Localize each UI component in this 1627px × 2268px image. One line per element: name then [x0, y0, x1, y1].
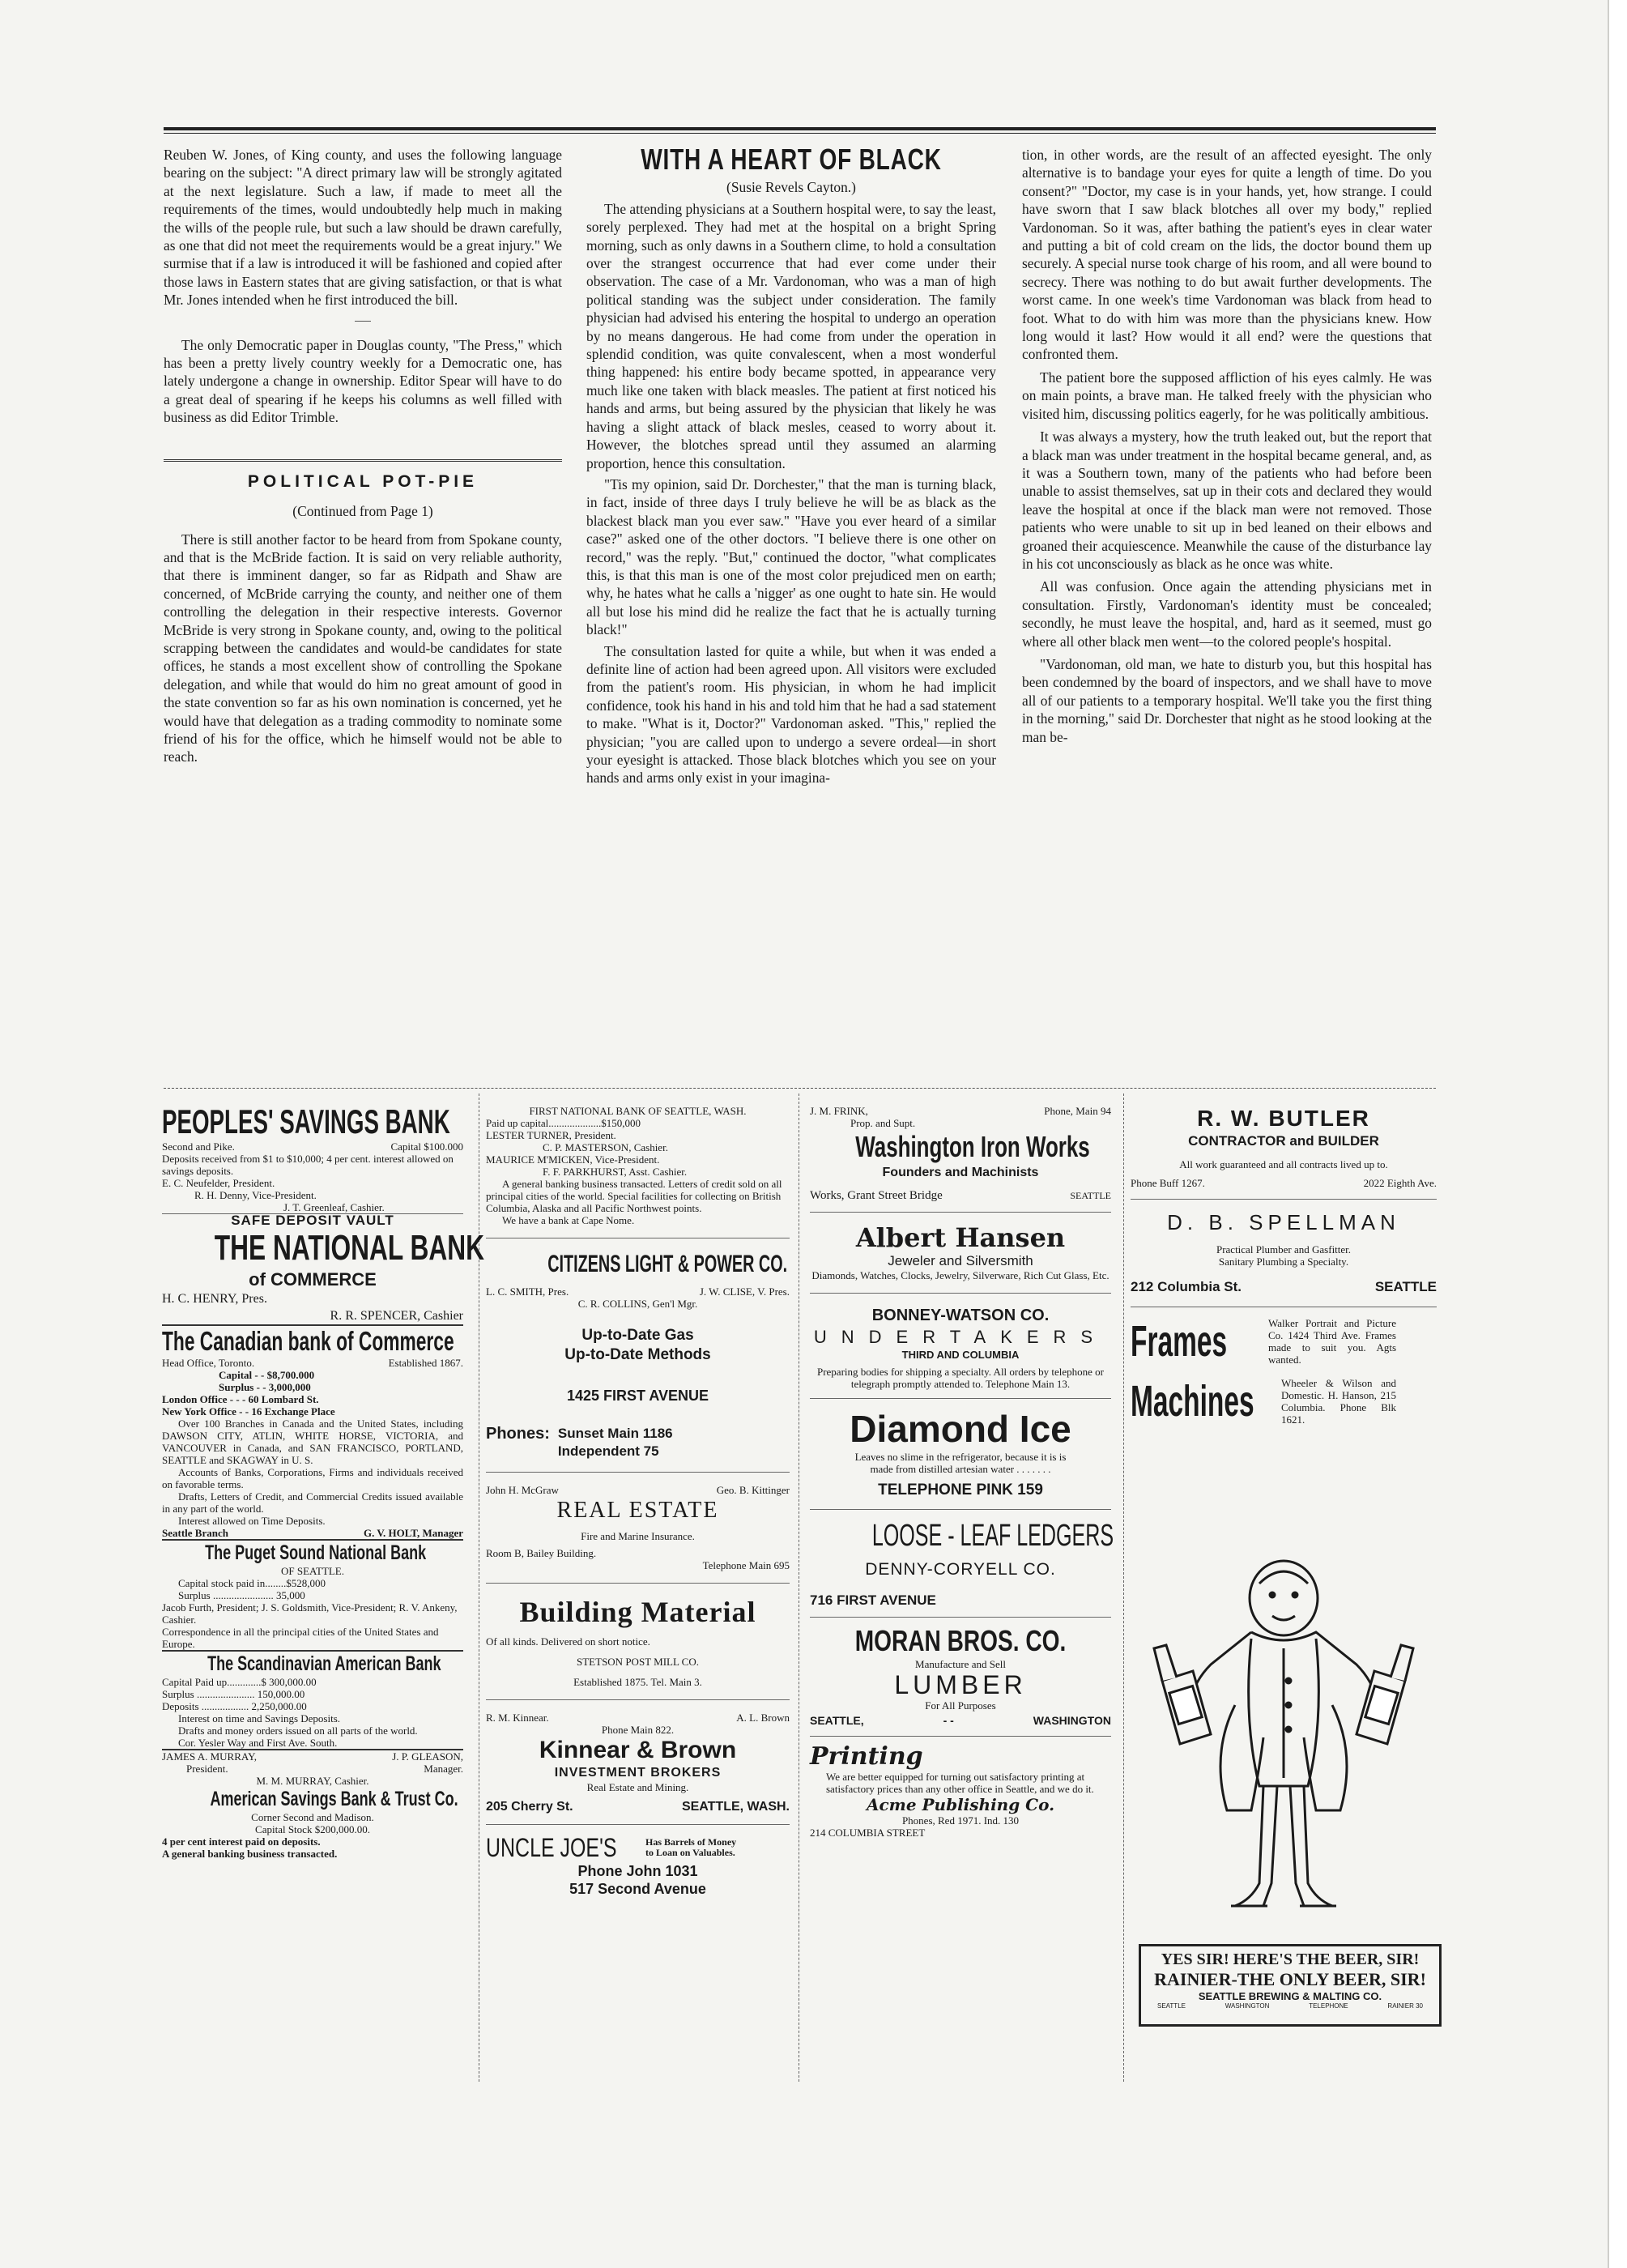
rainier-state: WASHINGTON: [1225, 2002, 1270, 2010]
first-national-body: A general banking business transacted. Letters of credit sold on all principal cities of the world. Special facilities for collecting on British Columbia, Alaska and all Pacific Northwest points.: [486, 1178, 782, 1214]
ad-column-2: [486, 1105, 790, 1898]
scandinavian-drafts: Drafts and money orders issued on all parts of the world.: [178, 1724, 418, 1737]
first-national-vp: MAURICE M'MICKEN, Vice-President.: [486, 1153, 660, 1166]
canadian-manager: G. V. HOLT, Manager: [363, 1527, 463, 1539]
canadian-drafts: Drafts, Letters of Credit, and Commercial Credits issued available in any part of the world.: [162, 1490, 463, 1515]
denny-coryell: DENNY-CORYELL CO.: [865, 1560, 1056, 1579]
first-national-nome: We have a bank at Cape Nome.: [502, 1214, 635, 1226]
jeweler-silversmith: Jeweler and Silversmith: [888, 1253, 1033, 1268]
story-headline: WITH A HEART OF BLACK: [641, 143, 942, 176]
machines-ad: [1131, 1377, 1437, 1426]
uncle-joes-tagline: Has Barrels of Money to Loan on Valuables.: [645, 1836, 737, 1858]
uncle-joes-name: UNCLE JOE'S: [486, 1833, 617, 1862]
frink-phone: Phone, Main 94: [1044, 1105, 1111, 1117]
canadian-surplus: Surplus - - 3,000,000: [219, 1381, 311, 1393]
washington-iron-works-ad: [810, 1105, 1111, 1202]
canadian-bank-ad: [162, 1326, 463, 1539]
stetson-post-mill: STETSON POST MILL CO.: [577, 1656, 699, 1668]
citizens-phone-sunset: Sunset Main 1186: [557, 1426, 673, 1441]
bonney-watson-title: BONNEY-WATSON CO.: [871, 1307, 1050, 1324]
top-rule-thin: [164, 133, 1436, 134]
mcgraw-name: John H. McGraw: [486, 1484, 559, 1496]
puget-sound-capital: Capital stock paid in........$528,000: [178, 1577, 326, 1589]
scandinavian-surplus: Surplus ...................... 150,000.00: [162, 1688, 305, 1700]
separator-dash: [355, 321, 371, 322]
continued-note: (Continued from Page 1): [292, 503, 433, 520]
ledgers-address: 716 FIRST AVENUE: [810, 1592, 936, 1608]
loose-leaf-ledgers-ad: [810, 1518, 1114, 1610]
brown-name: A. L. Brown: [736, 1712, 790, 1724]
american-business: A general banking business transacted.: [162, 1848, 338, 1860]
spellman-sanitary: Sanitary Plumbing a Specialty.: [1218, 1256, 1349, 1268]
gleason-name: J. P. GLEASON,: [392, 1750, 463, 1763]
building-material-desc: Of all kinds. Delivered on short notice.: [486, 1635, 650, 1648]
kinnear-brown-title: Kinnear & Brown: [539, 1737, 737, 1763]
real-estate-insurance: Fire and Marine Insurance.: [581, 1530, 695, 1542]
canadian-established: Established 1867.: [388, 1357, 463, 1369]
american-address: Corner Second and Madison.: [251, 1811, 374, 1823]
first-national-president: LESTER TURNER, President.: [486, 1129, 616, 1141]
safe-deposit-vault: SAFE DEPOSIT VAULT: [231, 1213, 394, 1228]
moran-lumber: LUMBER: [894, 1670, 1027, 1699]
peoples-savings-bank-ad: [162, 1103, 463, 1213]
printing-title: Printing: [810, 1742, 923, 1771]
rainier-telephone: RAINIER 30: [1387, 2002, 1423, 2010]
spellman-address: 212 Columbia St.: [1131, 1279, 1242, 1294]
iron-works-location: Works, Grant Street Bridge: [810, 1189, 943, 1202]
moran-dash: - -: [943, 1714, 954, 1727]
rainier-beer-man-illustration: [1130, 1543, 1437, 1940]
kittinger-name: Geo. B. Kittinger: [716, 1484, 790, 1496]
kinnear-real-estate: Real Estate and Mining.: [586, 1781, 689, 1793]
scandinavian-address: Cor. Yesler Way and First Ave. South.: [178, 1737, 338, 1749]
real-estate-phone: Telephone Main 695: [702, 1559, 790, 1571]
national-bank-name: THE NATIONAL BANK: [214, 1228, 485, 1268]
acme-printing-ad: [810, 1743, 1111, 1839]
diamond-ice-phone: TELEPHONE PINK 159: [878, 1481, 1043, 1498]
canadian-ny-office: New York Office - - 16 Exchange Place: [162, 1405, 335, 1418]
national-cashier: R. R. SPENCER, Cashier: [330, 1309, 463, 1323]
bonney-watson-ad: [810, 1305, 1111, 1390]
story-continued-2: The patient bore the supposed affliction of his eyes calmly. He was on main points, a brave man. He talked freely with the physician who visited him, discussing politics eagerly, for he was politically ambitious.: [1022, 369, 1432, 422]
column-1: [164, 146, 562, 770]
kinnear-address: 205 Cherry St.: [486, 1800, 573, 1814]
loose-leaf-ledgers-title: LOOSE - LEAF LEDGERS: [871, 1519, 1114, 1553]
national-bank-of-commerce-ad: [162, 1213, 485, 1324]
spellman-ad: [1131, 1209, 1437, 1297]
scandinavian-bank-name: The Scandinavian American Bank: [207, 1652, 441, 1675]
canadian-capital: Capital - - $8,700.000: [219, 1369, 315, 1381]
moran-purposes: For All Purposes: [925, 1699, 996, 1712]
citizens-light-power-ad: [486, 1250, 790, 1460]
uncle-joes-ad: [486, 1833, 790, 1898]
first-national-name: FIRST NATIONAL BANK OF SEATTLE, WASH.: [529, 1105, 747, 1117]
puget-sound-officers: Jacob Furth, President; J. S. Goldsmith, Vice-President; R. V. Ankeny, Cashier.: [162, 1601, 458, 1626]
rainier-slogan-2: RAINIER-THE ONLY BEER, SIR!: [1154, 1969, 1426, 1989]
ad-column-1: [162, 1102, 485, 1860]
uncle-joes-phone: Phone John 1031: [577, 1863, 698, 1879]
peoples-bank-name: PEOPLES' SAVINGS BANK: [162, 1102, 450, 1140]
canadian-seattle-branch: Seattle Branch: [162, 1527, 228, 1539]
contractor-builder: CONTRACTOR and BUILDER: [1188, 1133, 1379, 1149]
acme-phones: Phones, Red 1971. Ind. 130: [901, 1814, 1020, 1827]
iron-works-city: SEATTLE: [1070, 1190, 1111, 1201]
diamond-ice-body: Leaves no slime in the refrigerator, because it is is made from distilled artesian water . . . . . . .: [854, 1451, 1067, 1475]
frink-name: J. M. FRINK,: [810, 1105, 868, 1117]
ad-column-3: [810, 1105, 1114, 1839]
first-national-bank-ad: [486, 1105, 790, 1226]
top-rule: [164, 127, 1436, 130]
first-national-cashier: C. P. MASTERSON, Cashier.: [543, 1141, 668, 1153]
moran-city: SEATTLE,: [810, 1714, 864, 1727]
diamond-ice-ad: [810, 1407, 1111, 1501]
butler-guarantee: All work guaranteed and all contracts lived up to.: [1179, 1158, 1388, 1170]
story-byline: (Susie Revels Cayton.): [726, 179, 856, 196]
story-paragraph-2: "Tis my opinion, said Dr. Dorchester," that the man is turning black, in fact, inside of three days I truly believe he will be as black as the blackest black man you ever saw." "Have you ever heard of a similar case?" asked one of the other doctors. "I believe there is one other on record," was the reply. "But," continued the doctor, "what complicates this, is that this man is one of the most color prejudiced men on earth; why, he hates what he calls a 'nigger' as one ought to hate sin. He would all but lose his mind did he realize the fact that he is actually turning black!": [586, 475, 996, 638]
first-national-capital: Paid up capital....................$150,000: [486, 1117, 641, 1129]
puget-sound-bank-name: The Puget Sound National Bank: [205, 1541, 427, 1564]
acme-address: 214 COLUMBIA STREET: [810, 1827, 926, 1839]
frames-body: Walker Portrait and Picture Co. 1424 Third Ave. Frames made to suit you. Agts wanted.: [1268, 1317, 1396, 1366]
ad-column-4: [1131, 1105, 1437, 1426]
rainier-slogan-1: YES SIR! HERE'S THE BEER, SIR!: [1161, 1950, 1420, 1968]
canadian-head-office: Head Office, Toronto.: [162, 1357, 255, 1369]
real-estate-title: REAL ESTATE: [556, 1498, 719, 1523]
washington-iron-works-title: Washington Iron Works: [855, 1130, 1090, 1163]
column-2: [586, 143, 996, 791]
printing-body: We are better equipped for turning out satisfactory printing at satisfactory prices than any other office in Seattle, and we do it.: [826, 1771, 1094, 1795]
kinnear-brown-ad: [486, 1712, 790, 1816]
real-estate-room: Room B, Bailey Building.: [486, 1547, 597, 1559]
political-pot-pie-headline: POLITICAL POT-PIE: [247, 471, 479, 491]
building-material-ad: [486, 1595, 790, 1688]
canadian-london-office: London Office - - - 60 Lombard St.: [162, 1393, 319, 1405]
american-savings-bank-ad: [162, 1750, 463, 1860]
real-estate-ad: [486, 1484, 790, 1571]
rainier-beer-box: [1139, 1944, 1442, 2027]
kinnear-phone: Phone Main 822.: [601, 1724, 675, 1736]
moran-state: WASHINGTON: [1033, 1714, 1111, 1727]
page-edge: [1608, 0, 1627, 2268]
canadian-bank-name: The Canadian bank of Commerce: [162, 1326, 454, 1356]
citizens-vp: J. W. CLISE, V. Pres.: [699, 1285, 790, 1298]
bonney-services: Preparing bodies for shipping a specialty. All orders by telephone or telegraph promptly attended to. Telephone Main 13.: [816, 1366, 1105, 1390]
butler-phone: Phone Buff 1267.: [1131, 1177, 1205, 1189]
rainier-telephone-label: TELEPHONE: [1309, 2002, 1348, 2010]
first-national-asst-cashier: F. F. PARKHURST, Asst. Cashier.: [543, 1166, 688, 1178]
diamond-ice-title: Diamond Ice: [850, 1408, 1071, 1450]
acme-publishing: Acme Publishing Co.: [866, 1795, 1055, 1814]
seattle-brewing: SEATTLE BREWING & MALTING CO.: [1198, 1990, 1382, 2002]
advertisement-divider: [164, 1088, 1436, 1089]
article-direct-primary: Reuben W. Jones, of King county, and uses the following language bearing on the subject: "A direct primary law will be strongly agitated at the next legislature. Such a law, if made to meet all the requirements of the times, would undoubtedly help much in making the wills of the people rule, but such a law should be drawn carefully, as one that did not meet the requirements would be a great injury." We surmise that if a law is introduced it will be fashioned and copied after those laws in Eastern states that are giving satisfaction, or that is what Mr. Jones intended when he first introduced the bill.: [164, 147, 562, 309]
scandinavian-interest: Interest on time and Savings Deposits.: [178, 1712, 341, 1724]
butler-ad: [1131, 1105, 1437, 1189]
undertakers: UNDERTAKERS: [813, 1327, 1108, 1347]
albert-hansen-title: Albert Hansen: [855, 1222, 1066, 1253]
peoples-cashier: J. T. Greenleaf, Cashier.: [283, 1201, 385, 1213]
article-political-pot-pie: There is still another factor to be heard from from Spokane county, and that is the McBride faction. It is said on very reliable authority, that there is imminent danger, so far as Ridpath and Shaw are concerned, of McBride carrying the county, and neither one of them controlling the delegation in their respective interests. Governor McBride is very strong in Spokane county, and, owing to the political scrapping between the candidates and would-be candidates for state offices, he stands a most excellent show of controlling the Spokane delegation, and while that would do him no great amount of good in the state convention so far as his own nomination is concerned, yet he would have that delegation as a trading commodity to nominate some friend of his for the office, which he himself would not be able to reach.: [164, 531, 562, 765]
story-continued-1: tion, in other words, are the result of an affected eyesight. The only alternative is to bandage your eyes for quite a length of time. Do you consent?" "Doctor, my case is in your hands, yet, how strange. I could have sworn that I saw black blotches all over my body," replied Vardonoman. So it was, after bathing the patient's eyes in clear water and putting a bit of cold cream on the lids, the doctor bound them up securely. A special nurse took charge of his room, and all were bound to secrecy. There was nothing to do but await further developments. The worst came. In one week's time Vardonoman was black from head to foot. What to do with him was more than the physicians knew. How long would it last? How would it all end? were the questions that confronted them.: [1022, 147, 1432, 363]
story-continued-4: All was confusion. Once again the attending physicians met in consultation. Firstly, Vardonoman's identity must be concealed; secondly, he must leave the hospital, and, hard as it seemed, must go where all other black men went—to the colored people's hospital.: [1022, 578, 1432, 650]
citizens-name: CITIZENS LIGHT & POWER CO.: [547, 1251, 788, 1277]
american-interest: 4 per cent interest paid on deposits.: [162, 1835, 321, 1848]
column-separator: [164, 459, 562, 462]
uncle-joes-address: 517 Second Avenue: [569, 1881, 706, 1897]
gleason-title: Manager.: [424, 1763, 463, 1775]
puget-sound-of-seattle: OF SEATTLE.: [281, 1565, 344, 1577]
frames-title: Frames: [1131, 1317, 1228, 1366]
scandinavian-capital: Capital Paid up.............$ 300,000.00: [162, 1676, 317, 1688]
article-douglas-county: The only Democratic paper in Douglas county, "The Press," which has been a pretty lively country weekly for a Democratic one, has lately undergone a change in ownership. Editor Spear will have to do a great deal of spearing if he keeps his columns as well filled with business as did Editor Trimble.: [164, 336, 562, 426]
citizens-phones-label: Phones:: [486, 1425, 550, 1443]
hansen-goods: Diamonds, Watches, Clocks, Jewelry, Silverware, Rich Cut Glass, Etc.: [811, 1269, 1110, 1281]
machines-title: Machines: [1131, 1377, 1254, 1426]
column-3: [1022, 146, 1432, 749]
peoples-capital: Capital $100.000: [390, 1140, 463, 1153]
kinnear-city: SEATTLE, WASH.: [681, 1800, 790, 1814]
puget-sound-bank-ad: [162, 1541, 463, 1650]
scandinavian-deposits: Deposits .................. 2,250,000.00: [162, 1700, 307, 1712]
rainier-city: SEATTLE: [1157, 2002, 1186, 2010]
canadian-branches: Over 100 Branches in Canada and the United States, including DAWSON CITY, ATLIN, WHITE HORSE, VICTORIA, and VANCOUVER in Canada, and SAN FRANCISCO, PORTLAND, SEATTLE and SKAGWAY in U. S.: [162, 1418, 463, 1466]
american-savings-name: American Savings Bank & Trust Co.: [210, 1788, 458, 1810]
american-capital: Capital Stock $200,000.00.: [255, 1823, 370, 1835]
spellman-city: SEATTLE: [1374, 1279, 1437, 1294]
moran-bros-ad: [810, 1624, 1111, 1729]
citizens-tagline-1: Up-to-Date Gas: [581, 1327, 694, 1344]
moran-bros-title: MORAN BROS. CO.: [854, 1624, 1067, 1657]
citizens-manager: C. R. COLLINS, Gen'l Mgr.: [577, 1298, 698, 1310]
story-continued-3: It was always a mystery, how the truth leaked out, but the report that a black man was under treatment in the hospital became general, and, as it was a Southern town, many of the patients who had before been unable to assist themselves, sat up in their cots and declared they would leave the hospital at once if the black man were not removed. Those patients who were unable to sit up in bed leaned on their elbows and groaned their acquiescence. Meanwhile the cause of the disturbance lay in his cot unconsciously as black as he once was white.: [1022, 428, 1432, 572]
albert-hansen-ad: [810, 1222, 1111, 1281]
citizens-address: 1425 FIRST AVENUE: [566, 1388, 709, 1404]
butler-title: R. W. BUTLER: [1197, 1106, 1370, 1131]
story-continued-5: "Vardonoman, old man, we hate to disturb you, but this hospital has been condemned by the board of inspectors, and we shall have to move all of our patients to a temporary hospital. We'll take you the first thing in the morning," said Dr. Dorchester that night as he stood looking at the man be-: [1022, 655, 1432, 745]
investment-brokers: INVESTMENT BROKERS: [554, 1766, 722, 1780]
citizens-tagline-2: Up-to-Date Methods: [564, 1346, 711, 1363]
puget-sound-surplus: Surplus ....................... 35,000: [178, 1589, 305, 1601]
frames-ad: [1131, 1317, 1437, 1366]
butler-address: 2022 Eighth Ave.: [1363, 1177, 1437, 1189]
american-cashier: M. M. MURRAY, Cashier.: [256, 1775, 369, 1787]
murray-title: President.: [186, 1763, 228, 1775]
machines-body: Wheeler & Wilson and Domestic. H. Hanson, 215 Columbia. Phone Blk 1621.: [1281, 1377, 1396, 1426]
national-president: H. C. HENRY, Pres.: [162, 1292, 267, 1306]
puget-sound-correspondence: Correspondence in all the principal cities of the United States and Europe.: [162, 1626, 439, 1650]
founders-machinists: Founders and Machinists: [882, 1166, 1039, 1179]
canadian-interest: Interest allowed on Time Deposits.: [178, 1515, 326, 1527]
stetson-established: Established 1875. Tel. Main 3.: [573, 1676, 702, 1688]
murray-name: JAMES A. MURRAY,: [162, 1750, 258, 1763]
canadian-accounts: Accounts of Banks, Corporations, Firms and individuals received on favorable terms.: [162, 1466, 463, 1490]
citizens-president: L. C. SMITH, Pres.: [486, 1285, 569, 1298]
scandinavian-bank-ad: [162, 1652, 463, 1749]
spellman-plumber: Practical Plumber and Gasfitter.: [1216, 1243, 1352, 1256]
national-bank-of-commerce: of COMMERCE: [249, 1269, 377, 1290]
peoples-vice-president: R. H. Denny, Vice-President.: [194, 1189, 317, 1201]
peoples-president: E. C. Neufelder, President.: [162, 1177, 275, 1189]
peoples-address: Second and Pike.: [162, 1140, 235, 1153]
building-material-title: Building Material: [519, 1596, 756, 1628]
spellman-title: D. B. SPELLMAN: [1167, 1210, 1400, 1234]
peoples-deposits: Deposits received from $1 to $10,000; 4 per cent. interest allowed on savings deposits.: [162, 1153, 454, 1177]
citizens-phone-independent: Independent 75: [557, 1443, 659, 1459]
ad-column-rule-3: [1123, 1094, 1124, 2082]
frink-title: Prop. and Supt.: [850, 1117, 916, 1129]
story-paragraph-1: The attending physicians at a Southern hospital were, to say the least, sorely perplexed. They had met at the hospital on a bright Spring morning, such as only dawns in a Southern clime, to hold a consultation over the strangest occurrence that had ever come under their observation. The case of a Mr. Vardonoman, who was a man of high political standing was the subject under consideration. The family physician had advised his entering the hospital to undergo an operation by no means dangerous. He had come from under the operation in splendid condition, was quite convalescent, when a most wonderful thing happened: his entire body became spotted, in appearance very much like one taken with black measles. The patient at first noticed his hands and arms, but being assured by the physician that likely he was having a slight attack of black mesles, ceased to worry about it. However, the blotches spread until they assumed an alarming proportion, hence this consultation.: [586, 200, 996, 471]
moran-manufacture: Manufacture and Sell: [915, 1658, 1006, 1670]
story-paragraph-3: The consultation lasted for quite a while, but when it was ended a definite line of action had been agreed upon. All visitors were excluded from the patient's room. His physician, in whom he had implicit confidence, took his hand in his and told him that he had a sad statement to make. "What is it, Doctor?" Vardonoman asked. "This," replied the physician; "you are called upon to undergo a severe ordeal—in short your eyesight is attacked. Those black blotches which you see on your hands and arms only exist in your imagina-: [586, 642, 996, 787]
bonney-address: THIRD AND COLUMBIA: [901, 1349, 1020, 1361]
kinnear-name: R. M. Kinnear.: [486, 1712, 549, 1724]
